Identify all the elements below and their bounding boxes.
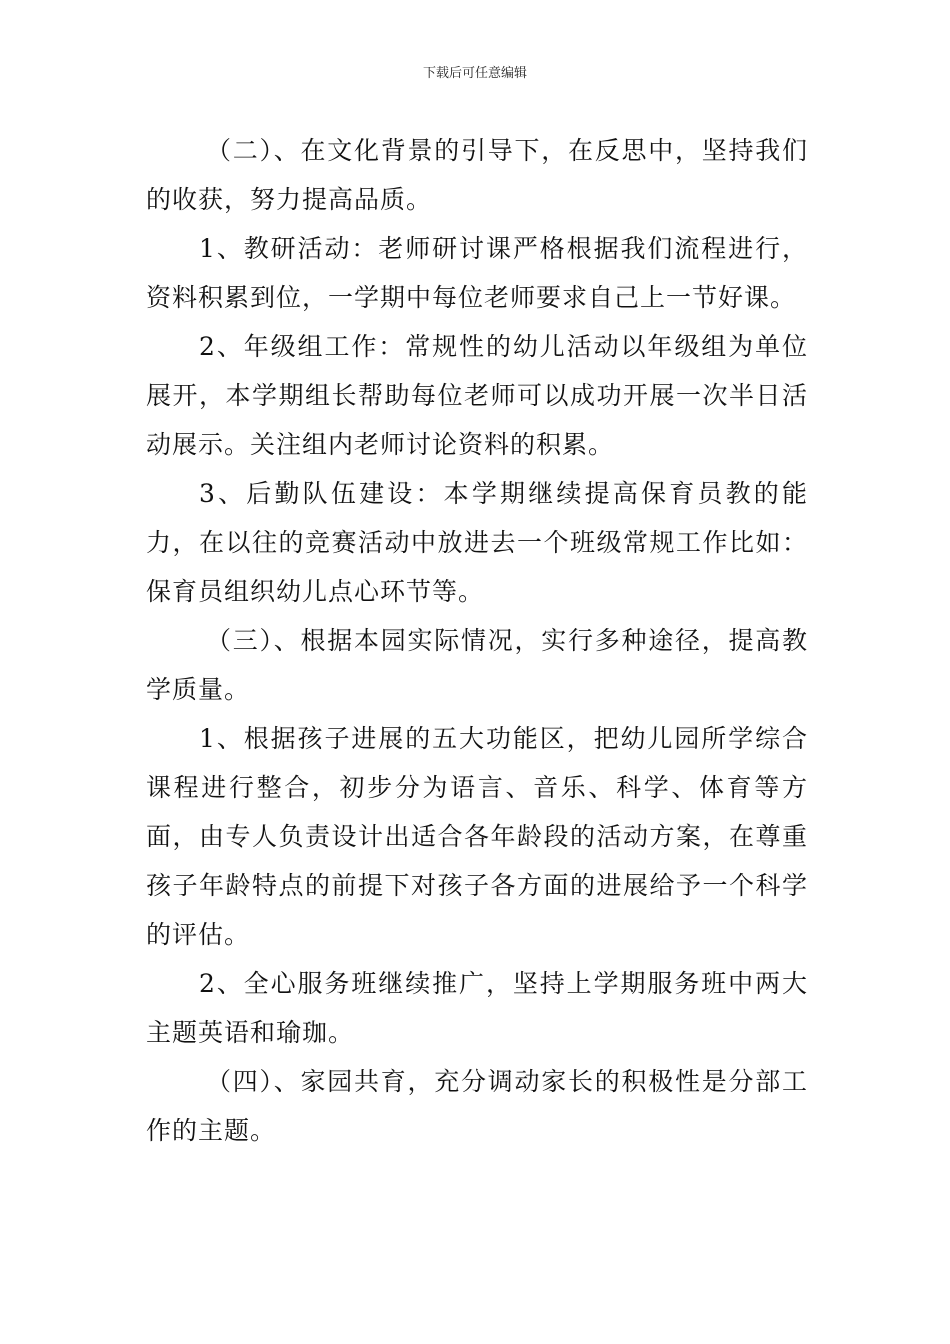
section-heading-3: （三）、根据本园实际情况，实行多种途径，提高教学质量。 (146, 626, 808, 704)
list-item: 2、全心服务班继续推广，坚持上学期服务班中两大主题英语和瑜珈。 (146, 969, 808, 1047)
list-item: 1、根据孩子进展的五大功能区，把幼儿园所学综合课程进行整合，初步分为语言、音乐、科学、体育等方面，由专人负责设计出适合各年龄段的活动方案，在尊重孩子年龄特点的前提下对孩子各方面的进展给予一个科学的评估。 (146, 724, 808, 949)
list-item: 2、年级组工作：常规性的幼儿活动以年级组为单位展开，本学期组长帮助每位老师可以成功开展一次半日活动展示。关注组内老师讨论资料的积累。 (146, 332, 808, 459)
section-heading-2: （二）、在文化背景的引导下，在反思中，坚持我们的收获，努力提高品质。 (146, 136, 808, 214)
body-text (146, 126, 808, 1155)
list-item: 1、教研活动：老师研讨课严格根据我们流程进行，资料积累到位，一学期中每位老师要求自己上一节好课。 (146, 234, 808, 312)
page-header: 下载后可任意编辑 (422, 66, 527, 81)
list-item: 3、后勤队伍建设：本学期继续提高保育员教的能力，在以往的竞赛活动中放进去一个班级常规工作比如：保育员组织幼儿点心环节等。 (146, 479, 808, 606)
section-heading-4: （四）、家园共育，充分调动家长的积极性是分部工作的主题。 (146, 1067, 808, 1145)
